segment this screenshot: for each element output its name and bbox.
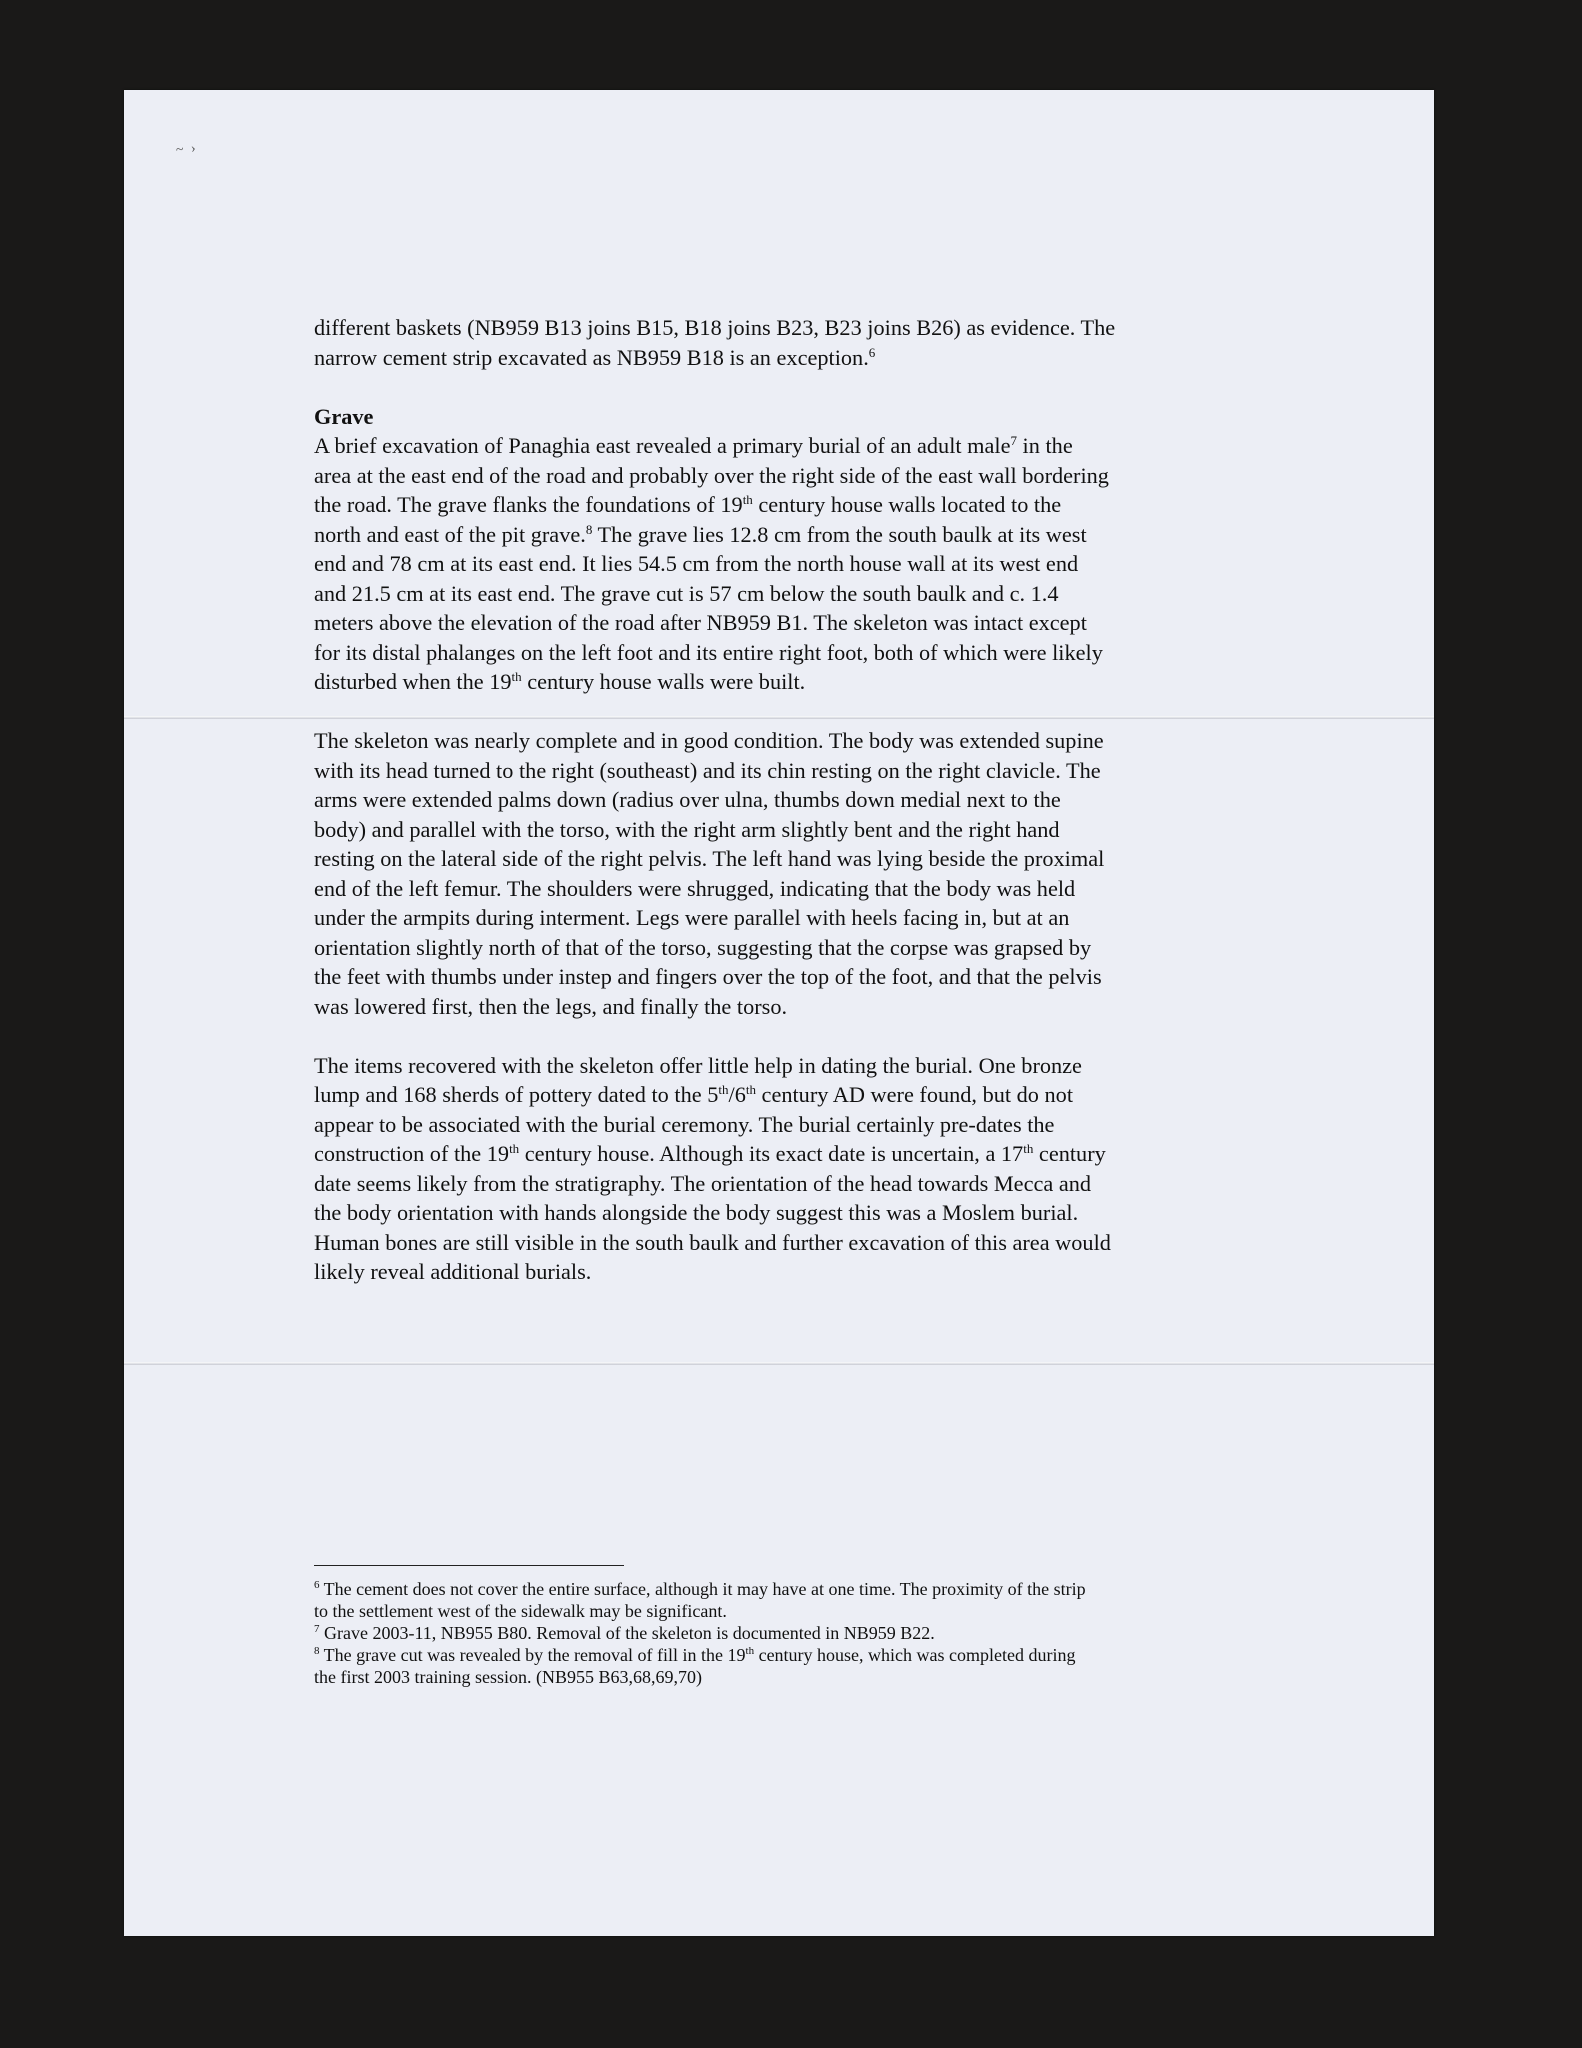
text-line: different baskets (NB959 B13 joins B15, B18 joins B23, B23 joins B26) as evidence. The [314, 315, 1116, 340]
text-line: area at the east end of the road and probably over the right side of the east wall bordering [314, 462, 1109, 488]
text-run: The cement does not cover the entire surface, although it may have at one time. The proximity of the strip [319, 1579, 1086, 1599]
text-run: narrow cement strip excavated as NB959 B18 is an exception. [314, 344, 869, 370]
text-line: The skeleton was nearly complete and in good condition. The body was extended supine [314, 728, 1104, 753]
paper-fold-line [124, 1362, 1434, 1365]
footnote-8 [314, 1644, 1324, 1666]
ordinal-suffix: th [718, 1082, 729, 1097]
text-run: the road. The grave flanks the foundations of 19 [314, 492, 743, 517]
footnote-ref: 7 [1010, 433, 1017, 448]
text-run: The grave cut was revealed by the removal of fill in the 19 [319, 1645, 746, 1665]
text-run: century house walls located to the [752, 492, 1062, 517]
text-run: century house. Although its exact date is uncertain, a 17 [519, 1141, 1024, 1166]
text-line [314, 431, 1294, 461]
document-page [124, 90, 1434, 1936]
footnote-number: 6 [314, 1579, 320, 1591]
text-line: appear to be associated with the burial ceremony. The burial certainly pre-dates the [314, 1111, 1055, 1137]
text-line: under the armpits during interment. Legs were parallel with heels facing in, but at an [314, 905, 1070, 930]
text-line: the body orientation with hands alongside the body suggest this was a Moslem burial. [314, 1200, 1079, 1225]
text-line [314, 343, 1294, 373]
text-line [314, 1080, 1294, 1110]
text-run: century [1033, 1141, 1106, 1166]
footnote-number: 7 [314, 1623, 320, 1635]
text-line: arms were extended palms down (radius over ulna, thumbs down medial next to the [314, 787, 1061, 812]
text-run: north and east of the pit grave. [314, 521, 586, 547]
text-run: A brief excavation of Panaghia east revealed a primary burial of an adult male [314, 433, 1011, 458]
text-run: lump and 168 sherds of pottery dated to the 5 [314, 1082, 719, 1107]
footnote-number: 8 [314, 1645, 320, 1657]
ordinal-suffix: th [742, 492, 753, 507]
text-line: end and 78 cm at its east end. It lies 54.5 cm from the north house wall at its west end [314, 551, 1079, 576]
text-run: construction of the 19 [314, 1141, 510, 1166]
text-run: /6 [728, 1082, 746, 1107]
text-line: orientation slightly north of that of the torso, suggesting that the corpse was grapsed by [314, 934, 1092, 960]
footnote-separator [314, 1565, 624, 1566]
text-line: Human bones are still visible in the south baulk and further excavation of this area would [314, 1229, 1111, 1255]
ordinal-suffix: th [1023, 1141, 1034, 1156]
text-run: disturbed when the 19 [314, 669, 512, 694]
text-run: century AD were found, but do not [755, 1082, 1074, 1107]
text-line: was lowered first, then the legs, and finally the torso. [314, 993, 788, 1019]
text-run: Grave 2003-11, NB955 B80. Removal of the skeleton is documented in NB959 B22. [319, 1623, 935, 1643]
ink-smudge-mark: ~ › [175, 140, 199, 159]
footnote-6 [314, 1578, 1324, 1600]
text-line: The items recovered with the skeleton offer little help in dating the burial. One bronze [314, 1052, 1082, 1078]
footnote-ref: 8 [585, 521, 593, 537]
text-line: and 21.5 cm at its east end. The grave cut is 57 cm below the south baulk and c. 1.4 [314, 580, 1059, 606]
text-run: The grave lies 12.8 cm from the south baulk at its west [592, 521, 1087, 547]
text-line: meters above the elevation of the road after NB959 B1. The skeleton was intact except [314, 610, 1087, 635]
text-line: the feet with thumbs under instep and fingers over the top of the foot, and that the pelvis [314, 964, 1102, 989]
body-text [314, 313, 1294, 1287]
ordinal-suffix: th [509, 1141, 520, 1156]
text-line [314, 667, 1294, 697]
text-line: date seems likely from the stratigraphy. The orientation of the head towards Mecca and [314, 1170, 1092, 1196]
footnote-ref: 6 [868, 344, 876, 360]
text-run: century house, which was completed during [754, 1645, 1076, 1665]
text-line [314, 520, 1294, 550]
ordinal-suffix: th [745, 1082, 756, 1097]
footnote-8-cont: the first 2003 training session. (NB955 B63,68,69,70) [314, 1667, 702, 1687]
text-run: in the [1016, 433, 1073, 458]
text-line: end of the left femur. The shoulders were shrugged, indicating that the body was held [314, 875, 1076, 901]
text-line [314, 1139, 1294, 1169]
text-line: resting on the lateral side of the right pelvis. The left hand was lying beside the proximal [314, 846, 1105, 871]
footnote-7 [314, 1622, 1324, 1644]
ordinal-suffix: th [511, 669, 522, 684]
ordinal-suffix: th [745, 1645, 755, 1657]
text-line: likely reveal additional burials. [314, 1259, 592, 1284]
text-line: with its head turned to the right (southeast) and its chin resting on the right clavicle. The [314, 757, 1101, 783]
text-line: body) and parallel with the torso, with the right arm slightly bent and the right hand [314, 816, 1060, 842]
text-line [314, 490, 1294, 520]
footnotes [314, 1578, 1324, 1688]
footnote-6-cont: to the settlement west of the sidewalk may be significant. [314, 1601, 727, 1621]
text-run: century house walls were built. [521, 669, 806, 694]
section-heading: Grave [314, 403, 374, 429]
text-line: for its distal phalanges on the left foot and its entire right foot, both of which were likely [314, 639, 1103, 665]
